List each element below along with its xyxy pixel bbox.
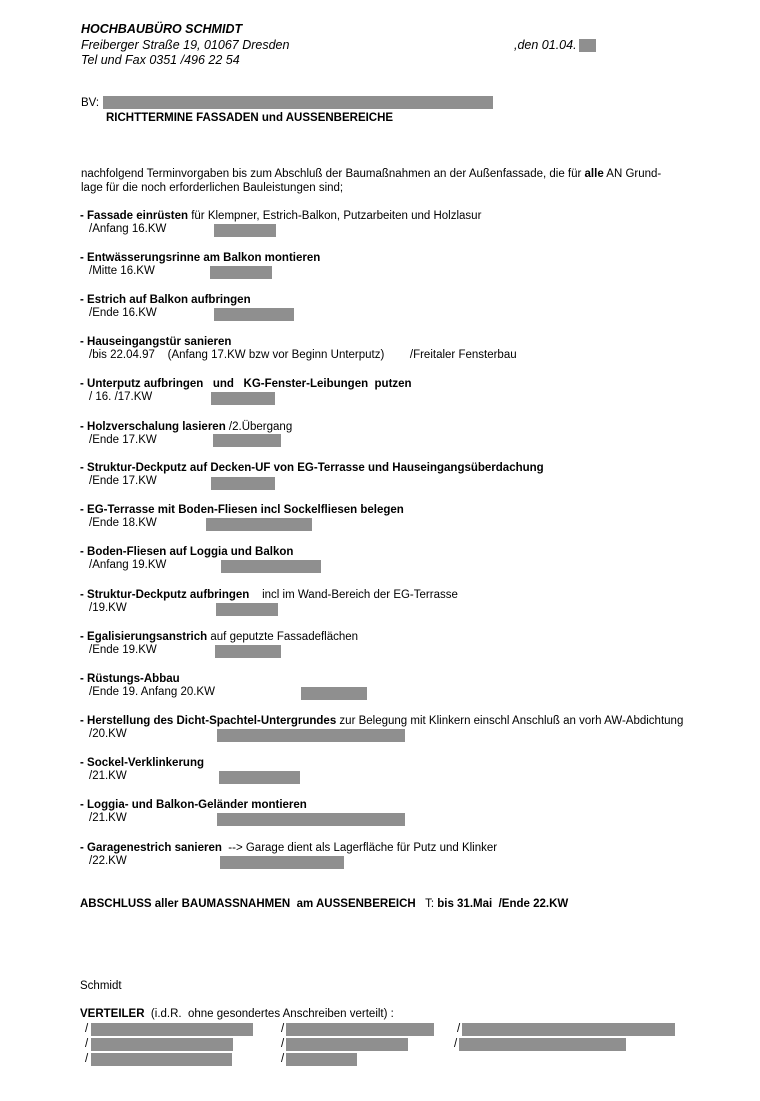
redacted-recipient: [459, 1038, 626, 1051]
dist-slash: /: [281, 1038, 285, 1050]
dist-slash: /: [85, 1053, 89, 1065]
redacted-recipient: [286, 1038, 408, 1051]
redacted-contractor: [211, 392, 275, 405]
dist-slash: /: [457, 1023, 461, 1035]
distribution-header: VERTEILER (i.d.R. ohne gesondertes Anschreiben verteilt) :: [80, 1008, 394, 1020]
redacted-contractor: [219, 771, 300, 784]
company-address: Freiberger Straße 19, 01067 Dresden: [81, 38, 290, 52]
redacted-contractor: [214, 308, 294, 321]
redacted-date-year: [579, 39, 596, 52]
redacted-recipient: [286, 1053, 357, 1066]
company-phone: Tel und Fax 0351 /496 22 54: [81, 53, 240, 67]
dist-slash: /: [85, 1023, 89, 1035]
redacted-contractor: [211, 477, 275, 490]
redacted-recipient: [91, 1023, 253, 1036]
letter-date: ,den 01.04.: [514, 38, 577, 52]
intro-line-1: nachfolgend Terminvorgaben bis zum Abschluß der Baumaßnahmen an der Außenfassade, die für alle AN Grund-: [81, 168, 662, 180]
redacted-contractor: [213, 434, 281, 447]
signature: Schmidt: [80, 980, 122, 992]
bv-label: BV:: [81, 97, 100, 109]
redacted-contractor: [216, 603, 278, 616]
redacted-contractor: [214, 224, 276, 237]
redacted-contractor: [217, 813, 405, 826]
redacted-contractor: [301, 687, 367, 700]
redacted-contractor: [206, 518, 312, 531]
redacted-contractor: [220, 856, 344, 869]
dist-slash: /: [281, 1023, 285, 1035]
redacted-contractor: [217, 729, 405, 742]
dist-slash: /: [281, 1053, 285, 1065]
redacted-contractor: [210, 266, 272, 279]
summary-line: ABSCHLUSS aller BAUMASSNAHMEN am AUSSENBEREICH T: bis 31.Mai /Ende 22.KW: [80, 898, 569, 910]
redacted-recipient: [462, 1023, 675, 1036]
intro-line-2: lage für die noch erforderlichen Bauleistungen sind;: [81, 182, 344, 194]
redacted-recipient: [286, 1023, 434, 1036]
redacted-recipient: [91, 1053, 232, 1066]
redacted-contractor: [215, 645, 281, 658]
company-name: HOCHBAUBÜRO SCHMIDT: [81, 22, 243, 36]
dist-slash: /: [85, 1038, 89, 1050]
redacted-recipient: [91, 1038, 233, 1051]
document-title: RICHTTERMINE FASSADEN und AUSSENBEREICHE: [106, 112, 394, 124]
redacted-contractor: [221, 560, 321, 573]
dist-slash: /: [454, 1038, 458, 1050]
redacted-project-address: [103, 96, 493, 109]
